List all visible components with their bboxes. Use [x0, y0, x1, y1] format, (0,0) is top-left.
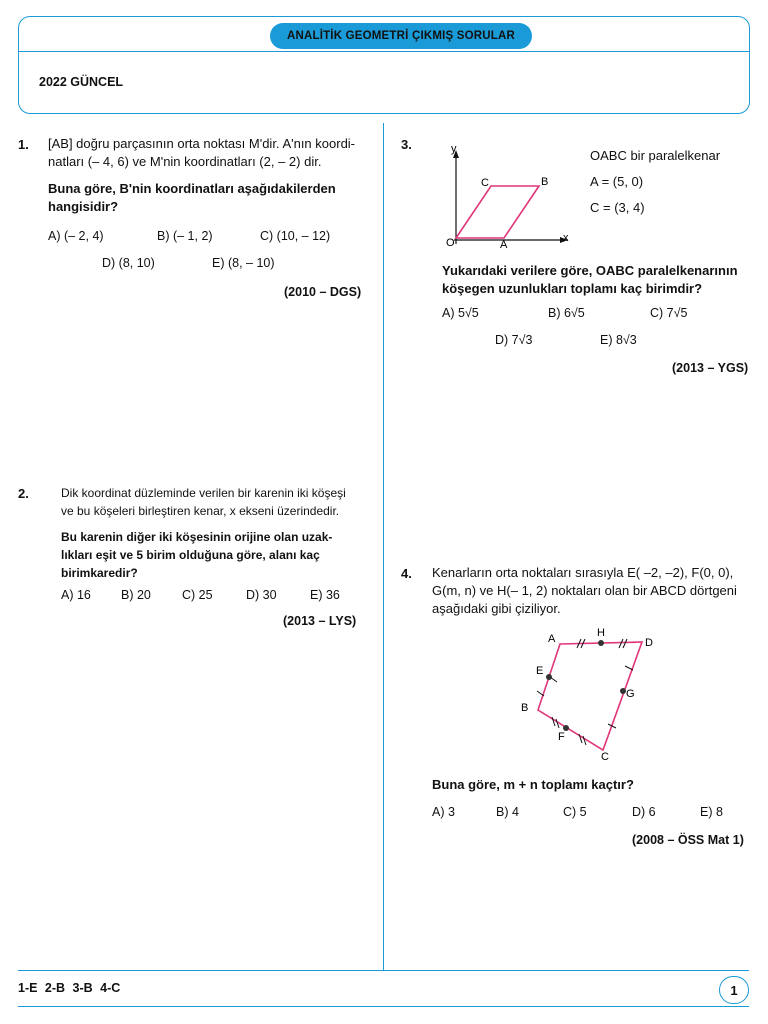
q4-line1: Kenarların orta noktaları sırasıyla E( –2, –2), F(0, 0),: [432, 565, 734, 580]
q1-text: [48, 135, 355, 216]
q2-option-c[interactable]: C) 25: [182, 588, 213, 602]
page-subtitle: 2022 GÜNCEL: [39, 75, 124, 89]
q2-option-b[interactable]: B) 20: [121, 588, 151, 602]
q3-given2: A = (5, 0): [590, 174, 644, 189]
side-tick-marks: [537, 639, 633, 745]
q2-ask2: lıkları eşit ve 5 birim olduğuna göre, alanı kaç: [61, 548, 320, 562]
footer-bottom-line: [18, 1006, 749, 1007]
q1-option-a[interactable]: A) (– 2, 4): [48, 229, 104, 243]
q3-number: 3.: [401, 137, 412, 152]
q4-text: [432, 564, 737, 618]
q4-option-d[interactable]: D) 6: [632, 805, 656, 819]
q4-line3: aşağıdaki gibi çiziliyor.: [432, 601, 561, 616]
label-f: F: [558, 731, 565, 743]
q4-option-a[interactable]: A) 3: [432, 805, 455, 819]
q1-option-b[interactable]: B) (– 1, 2): [157, 229, 213, 243]
q1-option-d[interactable]: D) (8, 10): [102, 256, 155, 270]
q3-given3: C = (3, 4): [590, 200, 645, 215]
q1-line2: natları (– 4, 6) ve M'nin koordinatları (2, – 2) dir.: [48, 154, 322, 169]
header-divider: [19, 51, 749, 52]
q2-ask3: birimkaredir?: [61, 566, 138, 580]
q4-option-c[interactable]: C) 5: [563, 805, 587, 819]
q4-option-e[interactable]: E) 8: [700, 805, 723, 819]
q3-option-e[interactable]: E) 8√3: [600, 333, 637, 347]
label-h: H: [597, 627, 605, 639]
q1-ask2: hangisidir?: [48, 199, 119, 214]
q3-source: (2013 – YGS): [672, 361, 749, 375]
q2-option-a[interactable]: A) 16: [61, 588, 91, 602]
q3-ask1: Yukarıdaki verilere göre, OABC paralelkenarının: [442, 263, 738, 278]
q4-number: 4.: [401, 566, 412, 581]
q3-given1: OABC bir paralelkenar: [590, 148, 721, 163]
q3-ask: [442, 262, 738, 298]
page-number: 1: [719, 976, 749, 1004]
q3-option-b[interactable]: B) 6√5: [548, 306, 585, 320]
q1-number: 1.: [18, 137, 29, 152]
label-e: E: [536, 665, 544, 677]
q3-ask2: köşegen uzunlukları toplamı kaç birimdir?: [442, 281, 703, 296]
page-title: ANALİTİK GEOMETRİ ÇIKMIŞ SORULAR: [270, 23, 532, 49]
column-divider: [383, 123, 384, 971]
footer-top-line: [18, 970, 749, 971]
q3-option-c[interactable]: C) 7√5: [650, 306, 688, 320]
q1-source: (2010 – DGS): [284, 285, 362, 299]
q2-option-e[interactable]: E) 36: [310, 588, 340, 602]
q4-option-b[interactable]: B) 4: [496, 805, 519, 819]
q4-quadrilateral-figure: [515, 624, 665, 764]
q2-line1: Dik koordinat düzleminde verilen bir karenin iki köşeşi: [61, 486, 346, 500]
q3-option-d[interactable]: D) 7√3: [495, 333, 533, 347]
label-d: D: [645, 637, 653, 649]
q4-ask: Buna göre, m + n toplamı kaçtır?: [432, 777, 634, 792]
q2-source: (2013 – LYS): [283, 614, 357, 628]
q1-option-e[interactable]: E) (8, – 10): [212, 256, 275, 270]
label-y: y: [451, 143, 457, 155]
q1-line1: [AB] doğru parçasının orta noktası M'dir. A'nın koordi-: [48, 136, 356, 151]
label-g: G: [626, 688, 635, 700]
label-b: B: [541, 176, 549, 188]
q1-option-c[interactable]: C) (10, – 12): [260, 229, 331, 243]
label-o: O: [446, 237, 455, 249]
q1-ask1: Buna göre, B'nin koordinatları aşağıdakilerden: [48, 181, 336, 196]
label-a: A: [500, 239, 508, 251]
parallelogram-oabc: [456, 186, 539, 238]
q4-line2: G(m, n) ve H(– 1, 2) noktaları olan bir ABCD dörtgeni: [432, 583, 737, 598]
q2-line2: ve bu köşeleri birleştiren kenar, x ekseni üzerindedir.: [61, 504, 340, 518]
q2-ask1: Bu karenin diğer iki köşesinin orijine olan uzak-: [61, 530, 333, 544]
q2-number: 2.: [18, 486, 29, 501]
q3-given: [590, 147, 720, 217]
label-b: B: [521, 702, 529, 714]
q2-text: [61, 484, 346, 582]
q3-parallelogram-figure: [436, 140, 576, 252]
q4-source: (2008 – ÖSS Mat 1): [632, 833, 744, 847]
q2-option-d[interactable]: D) 30: [246, 588, 277, 602]
label-c: C: [481, 177, 489, 189]
answer-key: 1-E 2-B 3-B 4-C: [18, 981, 121, 995]
q3-option-a[interactable]: A) 5√5: [442, 306, 479, 320]
header-box: [18, 16, 750, 114]
label-a: A: [548, 633, 556, 645]
label-c: C: [601, 751, 609, 763]
label-x: x: [563, 232, 569, 244]
